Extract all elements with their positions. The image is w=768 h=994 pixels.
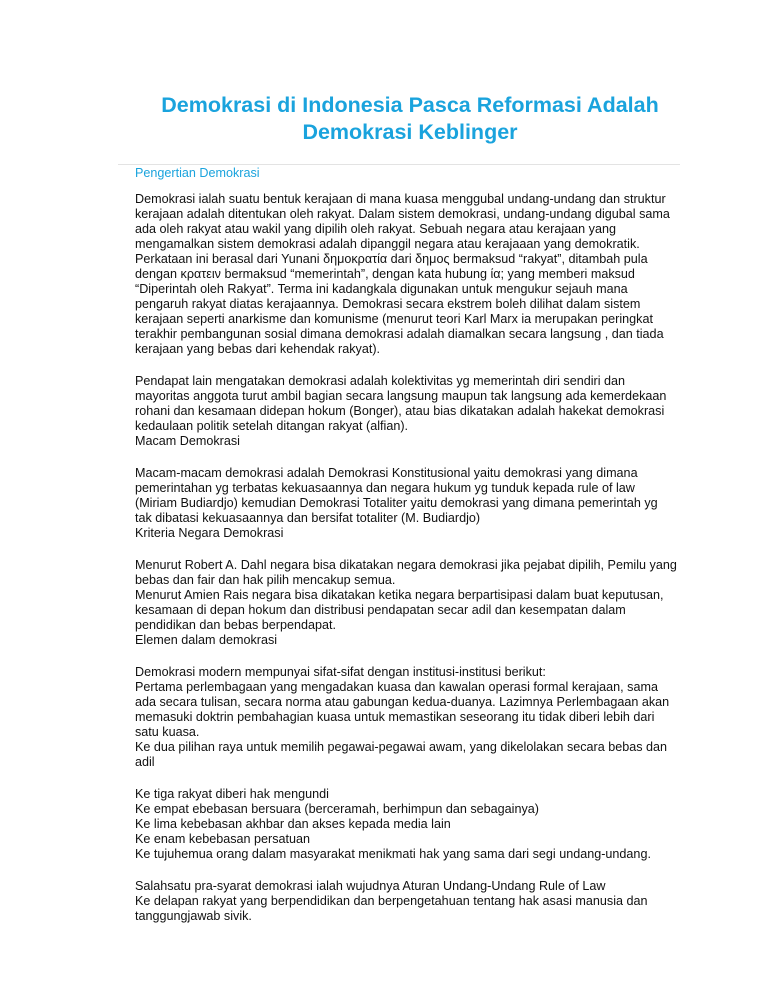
text-line: pengaruh rakyat diatas kerajaannya. Demokrasi secara ekstrem boleh dilihat dalam sistem (135, 297, 641, 311)
text-line: pendidikan dan bebas berpendapat. (135, 618, 336, 632)
text-line: Macam-macam demokrasi adalah Demokrasi Konstitusional yaitu demokrasi yang dimana (135, 466, 638, 480)
paragraph-gap (135, 862, 695, 879)
text-line: tanggungjawab sivik. (135, 909, 252, 923)
text-line: kedaulaan politik setelah ditangan rakyat (alfian). (135, 419, 409, 433)
paragraph (135, 879, 695, 924)
title-divider (118, 164, 680, 165)
text-line: kerajaan yang bebas dari kehendak rakyat). (135, 342, 381, 356)
text-line: pemerintahan yg terbatas kekuasaannya dan negara hukum yg tunduk kepada rule of law (135, 481, 635, 495)
text-line: mayoritas anggota turut ambil bagian secara langsung maupun tak langsung ada kemerdekaan (135, 389, 667, 403)
text-line: dengan κρατειν bermaksud “memerintah”, dengan kata hubung ία; yang memberi maksud (135, 267, 635, 281)
text-line: (Miriam Budiardjo) kemudian Demokrasi Totaliter yaitu demokrasi yang dimana pemerintah yg (135, 496, 658, 510)
text-line: Macam Demokrasi (135, 434, 240, 448)
text-line: Ke tujuhemua orang dalam masyarakat menikmati hak yang sama dari segi undang-undang. (135, 847, 651, 861)
text-line: Ke tiga rakyat diberi hak mengundi (135, 787, 329, 801)
document-body (135, 192, 695, 924)
paragraph-gap (135, 648, 695, 665)
text-line: memasuki doktrin pembahagian kuasa untuk memastikan seseorang itu tidak diberi lebih dari (135, 710, 655, 724)
paragraph-gap (135, 357, 695, 374)
text-line: kesamaan di depan hokum dan distribusi pendapatan secar adil dan kesempatan dalam (135, 603, 626, 617)
paragraph-gap (135, 541, 695, 558)
text-line: Pertama perlembagaan yang mengadakan kuasa dan kawalan operasi formal kerajaan, sama (135, 680, 658, 694)
text-line: rohani dan kesamaan didepan hokum (Bonger), atau bias dikatakan adalah hakekat demokrasi (135, 404, 665, 418)
text-line: tak dibatasi kekuasaannya dan bersifat totaliter (M. Budiardjo) (135, 511, 481, 525)
text-line: Perkataan ini berasal dari Yunani δημοκρατία dari δημος bermaksud “rakyat”, ditambah pula (135, 252, 648, 266)
text-line: ada oleh rakyat atau wakil yang dipilih oleh rakyat. Sebuah negara atau kerajaan yang (135, 222, 616, 236)
text-line: Menurut Robert A. Dahl negara bisa dikatakan negara demokrasi jika pejabat dipilih, Pemilu yang (135, 558, 677, 572)
title-line: Demokrasi Keblinger (302, 120, 518, 144)
text-line: Ke enam kebebasan persatuan (135, 832, 311, 846)
text-line: “Diperintah oleh Rakyat”. Terma ini kadangkala digunakan untuk mengukur sejauh mana (135, 282, 628, 296)
paragraph (135, 374, 695, 449)
text-line: terakhir pembangunan sosial dimana demokrasi adalah diamalkan secara langsung , dan tiada (135, 327, 664, 341)
text-line: Demokrasi modern mempunyai sifat-sifat dengan institusi-institusi berikut: (135, 665, 546, 679)
text-line: Ke delapan rakyat yang berpendidikan dan berpengetahuan tentang hak asasi manusia dan (135, 894, 648, 908)
section-heading: Pengertian Demokrasi (135, 166, 260, 180)
text-line: Menurut Amien Rais negara bisa dikatakan ketika negara berpartisipasi dalam buat keputusan, (135, 588, 664, 602)
paragraph (135, 558, 695, 648)
paragraph (135, 466, 695, 541)
title-line: Demokrasi di Indonesia Pasca Reformasi Adalah (161, 93, 659, 117)
text-line: kerajaan seperti anarkisme dan komunisme (menurut teori Karl Marx ia merupakan peringkat (135, 312, 653, 326)
text-line: kerajaan adalah ditentukan oleh rakyat. Dalam sistem demokrasi, undang-undang digubal sama (135, 207, 670, 221)
paragraph (135, 192, 695, 357)
text-line: mengamalkan sistem demokrasi adalah dipanggil negara atau kerajaaan yang demokratik. (135, 237, 640, 251)
text-line: Ke lima kebebasan akhbar dan akses kepada media lain (135, 817, 451, 831)
text-line: Kriteria Negara Demokrasi (135, 526, 284, 540)
text-line: Pendapat lain mengatakan demokrasi adalah kolektivitas yg memerintah diri sendiri dan (135, 374, 626, 388)
document-title (120, 92, 700, 146)
paragraph-gap (135, 770, 695, 787)
paragraph (135, 787, 695, 862)
text-line: Ke dua pilihan raya untuk memilih pegawai-pegawai awam, yang dikelolakan secara bebas dan (135, 740, 668, 754)
text-line: bebas dan fair dan hak pilih mencakup semua. (135, 573, 396, 587)
text-line: satu kuasa. (135, 725, 200, 739)
text-line: ada secara tulisan, secara norma atau gabungan kedua-duanya. Lazimnya Perlembagaan akan (135, 695, 670, 709)
paragraph-gap (135, 449, 695, 466)
text-line: Ke empat ebebasan bersuara (berceramah, berhimpun dan sebagainya) (135, 802, 539, 816)
text-line: Salahsatu pra-syarat demokrasi ialah wujudnya Aturan Undang-Undang Rule of Law (135, 879, 606, 893)
text-line: Elemen dalam demokrasi (135, 633, 278, 647)
text-line: Demokrasi ialah suatu bentuk kerajaan di mana kuasa menggubal undang-undang dan struktur (135, 192, 666, 206)
text-line: adil (135, 755, 155, 769)
paragraph (135, 665, 695, 770)
